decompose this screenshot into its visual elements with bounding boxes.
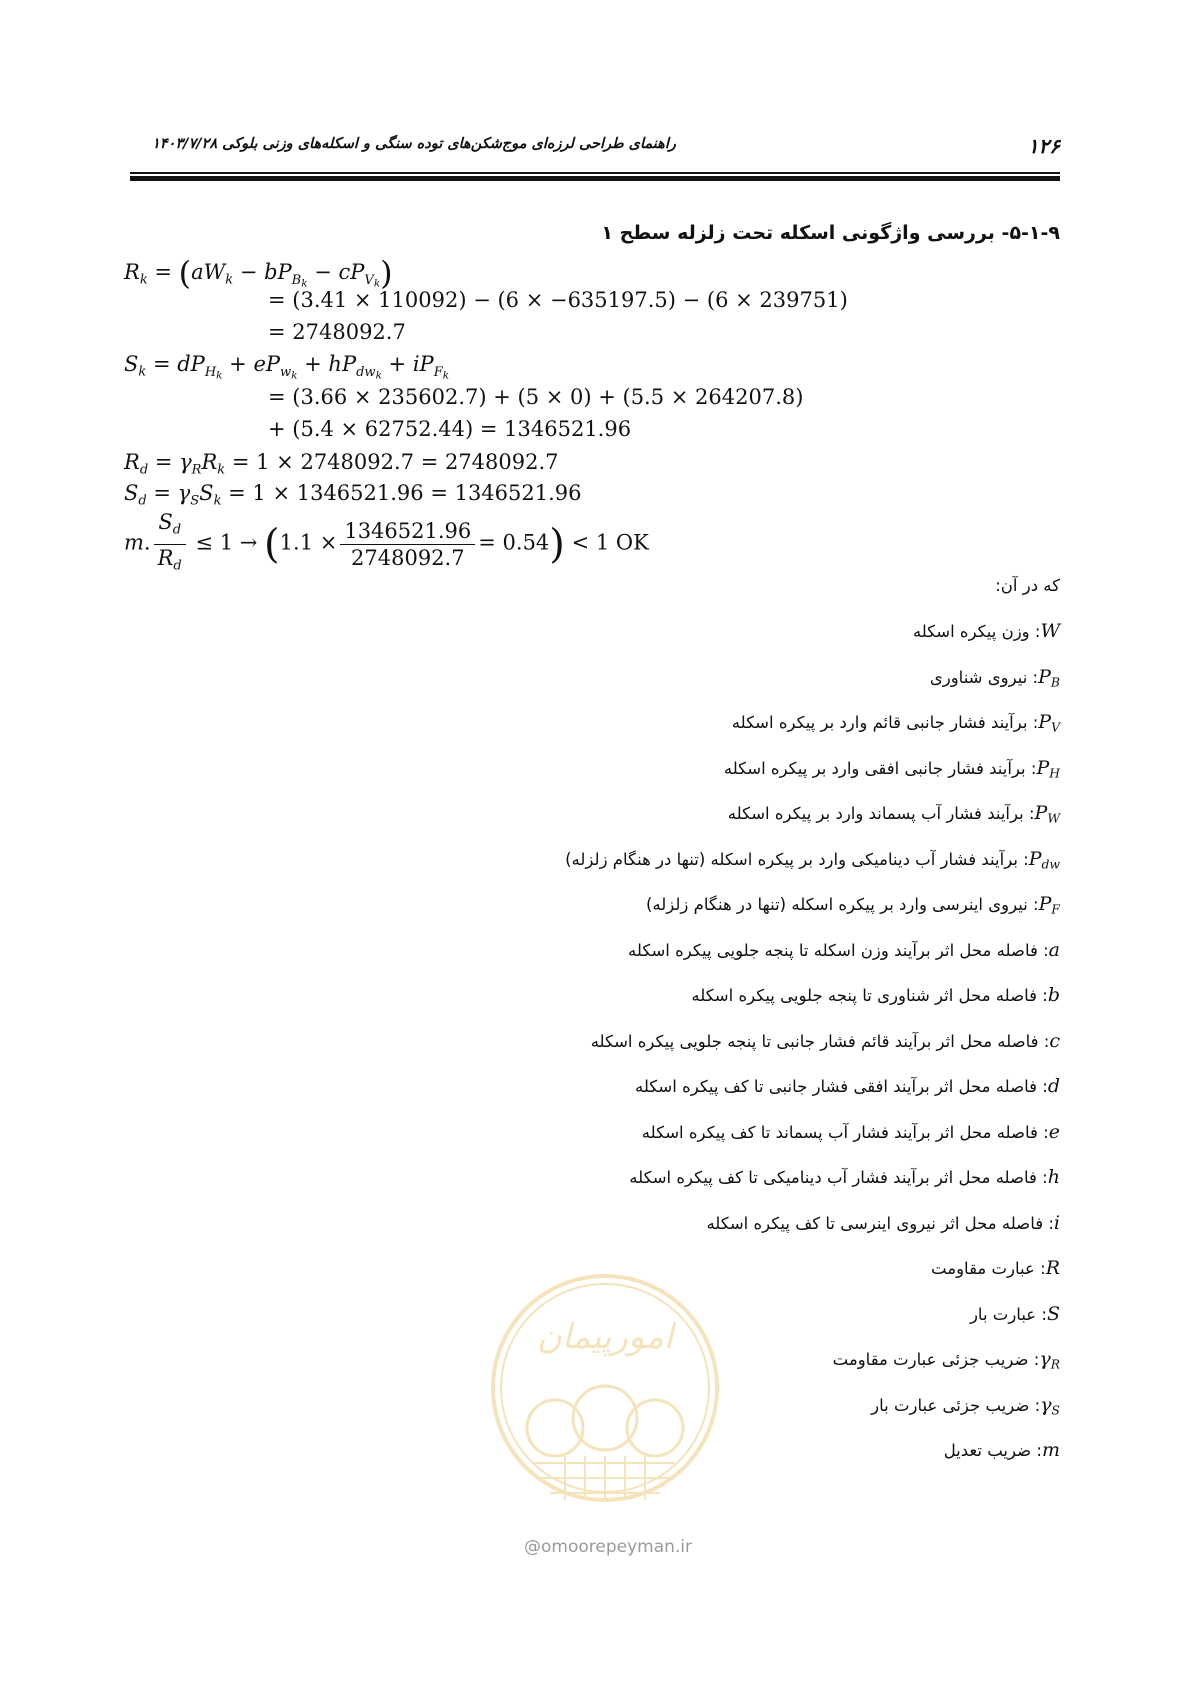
- section-title-text: بررسی واژگونی اسکله تحت زلزله سطح ۱: [601, 222, 995, 244]
- fraction-values: [340, 518, 475, 571]
- definition-symbol: h: [1047, 1166, 1060, 1188]
- watermark-url-text: omoorepeyman.ir: [540, 1537, 693, 1557]
- page-number: ۱۲۶: [1027, 134, 1060, 158]
- definition-symbol: i: [1053, 1212, 1060, 1234]
- definition-item: $\gamma_S$: ضریب جزئی عبارت بار: [871, 1394, 1060, 1418]
- check-factor: 1.1 ×: [279, 530, 338, 555]
- definition-symbol: S: [1046, 1303, 1060, 1325]
- definition-item: c: فاصله محل اثر برآیند قائم فشار جانبی تا پنجه جلویی پیکره اسکله: [590, 1030, 1060, 1052]
- equation-sk-result: + (5.4 × 62752.44) = 1346521.96: [268, 417, 632, 441]
- definition-item: $P_F$: نیروی اینرسی وارد بر پیکره اسکله (تنها در هنگام زلزله): [645, 893, 1060, 917]
- definition-symbol: e: [1048, 1121, 1060, 1143]
- section-number: ۵-۱-۹-: [1001, 222, 1060, 244]
- definition-item: $\gamma_R$: ضریب جزئی عبارت مقاومت: [832, 1348, 1060, 1372]
- equation-rk-result: = 2748092.7: [268, 320, 406, 344]
- definition-item: a: فاصله محل اثر برآیند وزن اسکله تا پنجه جلویی پیکره اسکله: [628, 939, 1060, 961]
- running-date: ۱۴۰۳/۷/۲۸: [152, 136, 218, 152]
- running-title-text: راهنمای طراحی لرزه‌ای موج‌شکن‌های توده سنگی و اسکله‌های وزنی بلوکی: [222, 136, 676, 152]
- check-numerator: 1346521.96: [340, 518, 475, 545]
- definition-text: فاصله محل اثر برآیند فشار آب پسماند تا کف پیکره اسکله: [641, 1123, 1038, 1142]
- equation-rd-rhs: = 1 × 2748092.7 = 2748092.7: [231, 450, 559, 474]
- definition-symbol: a: [1048, 939, 1060, 961]
- definition-item: e: فاصله محل اثر برآیند فشار آب پسماند تا کف پیکره اسکله: [641, 1121, 1060, 1143]
- definition-text: برآیند فشار جانبی قائم وارد بر پیکره اسکله: [731, 713, 1028, 732]
- definition-text: ضریب تعدیل: [943, 1441, 1032, 1460]
- definition-text: فاصله محل اثر شناوری تا پنجه جلویی پیکره اسکله: [691, 986, 1038, 1005]
- fraction-sd-rd: $\frac{S_d}{R_d}$: [154, 509, 186, 579]
- equation-sd-rhs: = 1 × 1346521.96 = 1346521.96: [228, 481, 582, 505]
- check-conclusion: < 1 OK: [571, 530, 649, 555]
- definition-item: $P_H$: برآیند فشار جانبی افقی وارد بر پیکره اسکله: [723, 757, 1060, 781]
- definition-text: فاصله محل اثر برآیند وزن اسکله تا پنجه جلویی پیکره اسکله: [628, 941, 1038, 960]
- definition-item: d: فاصله محل اثر برآیند افقی فشار جانبی تا کف پیکره اسکله: [635, 1075, 1060, 1097]
- definition-text: برآیند فشار آب پسماند وارد بر پیکره اسکله: [727, 804, 1024, 823]
- definition-text: برآیند فشار جانبی افقی وارد بر پیکره اسکله: [723, 759, 1026, 778]
- definition-text: فاصله محل اثر برآیند افقی فشار جانبی تا کف پیکره اسکله: [635, 1077, 1038, 1096]
- running-title: [130, 136, 676, 152]
- header-rule-thin: [130, 172, 1060, 174]
- definition-symbol: $\gamma_S$: [1040, 1394, 1060, 1418]
- definition-symbol: $P_H$: [1036, 757, 1060, 781]
- definition-text: برآیند فشار آب دینامیکی وارد بر پیکره اسکله (تنها در هنگام زلزله): [565, 850, 1018, 869]
- definition-item: m: ضریب تعدیل: [943, 1439, 1060, 1461]
- definition-text: فاصله محل اثر برآیند فشار آب دینامیکی تا کف پیکره اسکله: [629, 1168, 1037, 1187]
- definition-symbol: b: [1047, 984, 1060, 1006]
- definition-text: عبارت مقاومت: [931, 1259, 1035, 1278]
- definition-symbol: $P_{dw}$: [1028, 848, 1060, 872]
- definition-item: h: فاصله محل اثر برآیند فشار آب دینامیکی تا کف پیکره اسکله: [629, 1166, 1060, 1188]
- definition-item: $P_B$: نیروی شناوری: [929, 666, 1060, 690]
- equation-rk-substitution: = (3.41 × 110092) − (6 × −635197.5) − (6 × 239751): [268, 288, 848, 312]
- definition-symbol: R: [1045, 1257, 1060, 1279]
- definition-text: ضریب جزئی عبارت مقاومت: [832, 1350, 1029, 1369]
- equation-check: m. $\frac{S_d}{R_d}$ ≤ 1 → (1.1 × $\frac{1346521.96}{2748092.7}$ = 0.54) < 1 OK: [124, 509, 649, 579]
- equation-sk-substitution: = (3.66 × 235602.7) + (5 × 0) + (5.5 × 264207.8): [268, 385, 804, 409]
- definition-text: فاصله محل اثر نیروی اینرسی تا کف پیکره اسکله: [706, 1214, 1044, 1233]
- definition-item: R: عبارت مقاومت: [931, 1257, 1060, 1279]
- watermark-logo: [485, 1268, 725, 1543]
- definition-item: S: عبارت بار: [969, 1303, 1060, 1325]
- equation-rk-def: $R_k = (aW_k - bP_{B_k} - cP_{V_k})$: [124, 254, 393, 292]
- definition-item: $P_{dw}$: برآیند فشار آب دینامیکی وارد بر پیکره اسکله (تنها در هنگام زلزله): [565, 848, 1060, 872]
- definition-symbol: c: [1049, 1030, 1060, 1052]
- definition-symbol: $P_V$: [1038, 711, 1060, 735]
- definition-symbol: $P_F$: [1038, 893, 1060, 917]
- watermark-url: [493, 1537, 723, 1557]
- watermark-at-icon: @: [523, 1537, 541, 1557]
- page-header: [130, 130, 1060, 160]
- definition-symbol: d: [1047, 1075, 1060, 1097]
- definition-text: عبارت بار: [969, 1305, 1037, 1324]
- definition-text: فاصله محل اثر برآیند قائم فشار جانبی تا پنجه جلویی پیکره اسکله: [590, 1032, 1039, 1051]
- definition-item: $P_V$: برآیند فشار جانبی قائم وارد بر پیکره اسکله: [731, 711, 1060, 735]
- watermark-logo-text: امورپیمان: [536, 1317, 674, 1357]
- equation-rd: $R_d = \gamma_RR_k = 1 \times 2748092.7 = 2748092.7$: [124, 450, 559, 478]
- definition-item: $P_W$: برآیند فشار آب پسماند وارد بر پیکره اسکله: [727, 802, 1060, 826]
- equation-sd: $S_d = \gamma_SS_k = 1 \times 1346521.96 = 1346521.96$: [124, 481, 582, 509]
- definition-symbol: $P_W$: [1034, 802, 1060, 826]
- definition-item: b: فاصله محل اثر شناوری تا پنجه جلویی پیکره اسکله: [691, 984, 1060, 1006]
- definition-text: وزن پیکره اسکله: [912, 622, 1030, 641]
- definition-symbol: $P_B$: [1038, 666, 1060, 690]
- definition-item: i: فاصله محل اثر نیروی اینرسی تا کف پیکره اسکله: [706, 1212, 1060, 1234]
- check-result: = 0.54: [478, 530, 550, 555]
- definition-text: نیروی اینرسی وارد بر پیکره اسکله (تنها در هنگام زلزله): [645, 895, 1028, 914]
- definition-text: نیروی شناوری: [929, 668, 1028, 687]
- equation-sk-def: $S_k = dP_{H_k} + eP_{w_k} + hP_{dw_k} + iP_{F_k}$: [124, 352, 450, 382]
- header-rule-thick: [130, 176, 1060, 181]
- check-denominator: 2748092.7: [351, 545, 465, 570]
- where-label: که در آن:: [995, 576, 1060, 595]
- section-title: [601, 222, 1060, 244]
- definition-text: ضریب جزئی عبارت بار: [871, 1396, 1030, 1415]
- definition-symbol: W: [1040, 620, 1060, 642]
- definition-symbol: $\gamma_R$: [1039, 1348, 1060, 1372]
- check-implication: ≤ 1 →: [195, 530, 258, 555]
- definition-symbol: m: [1041, 1439, 1060, 1461]
- definition-item: W: وزن پیکره اسکله: [912, 620, 1060, 642]
